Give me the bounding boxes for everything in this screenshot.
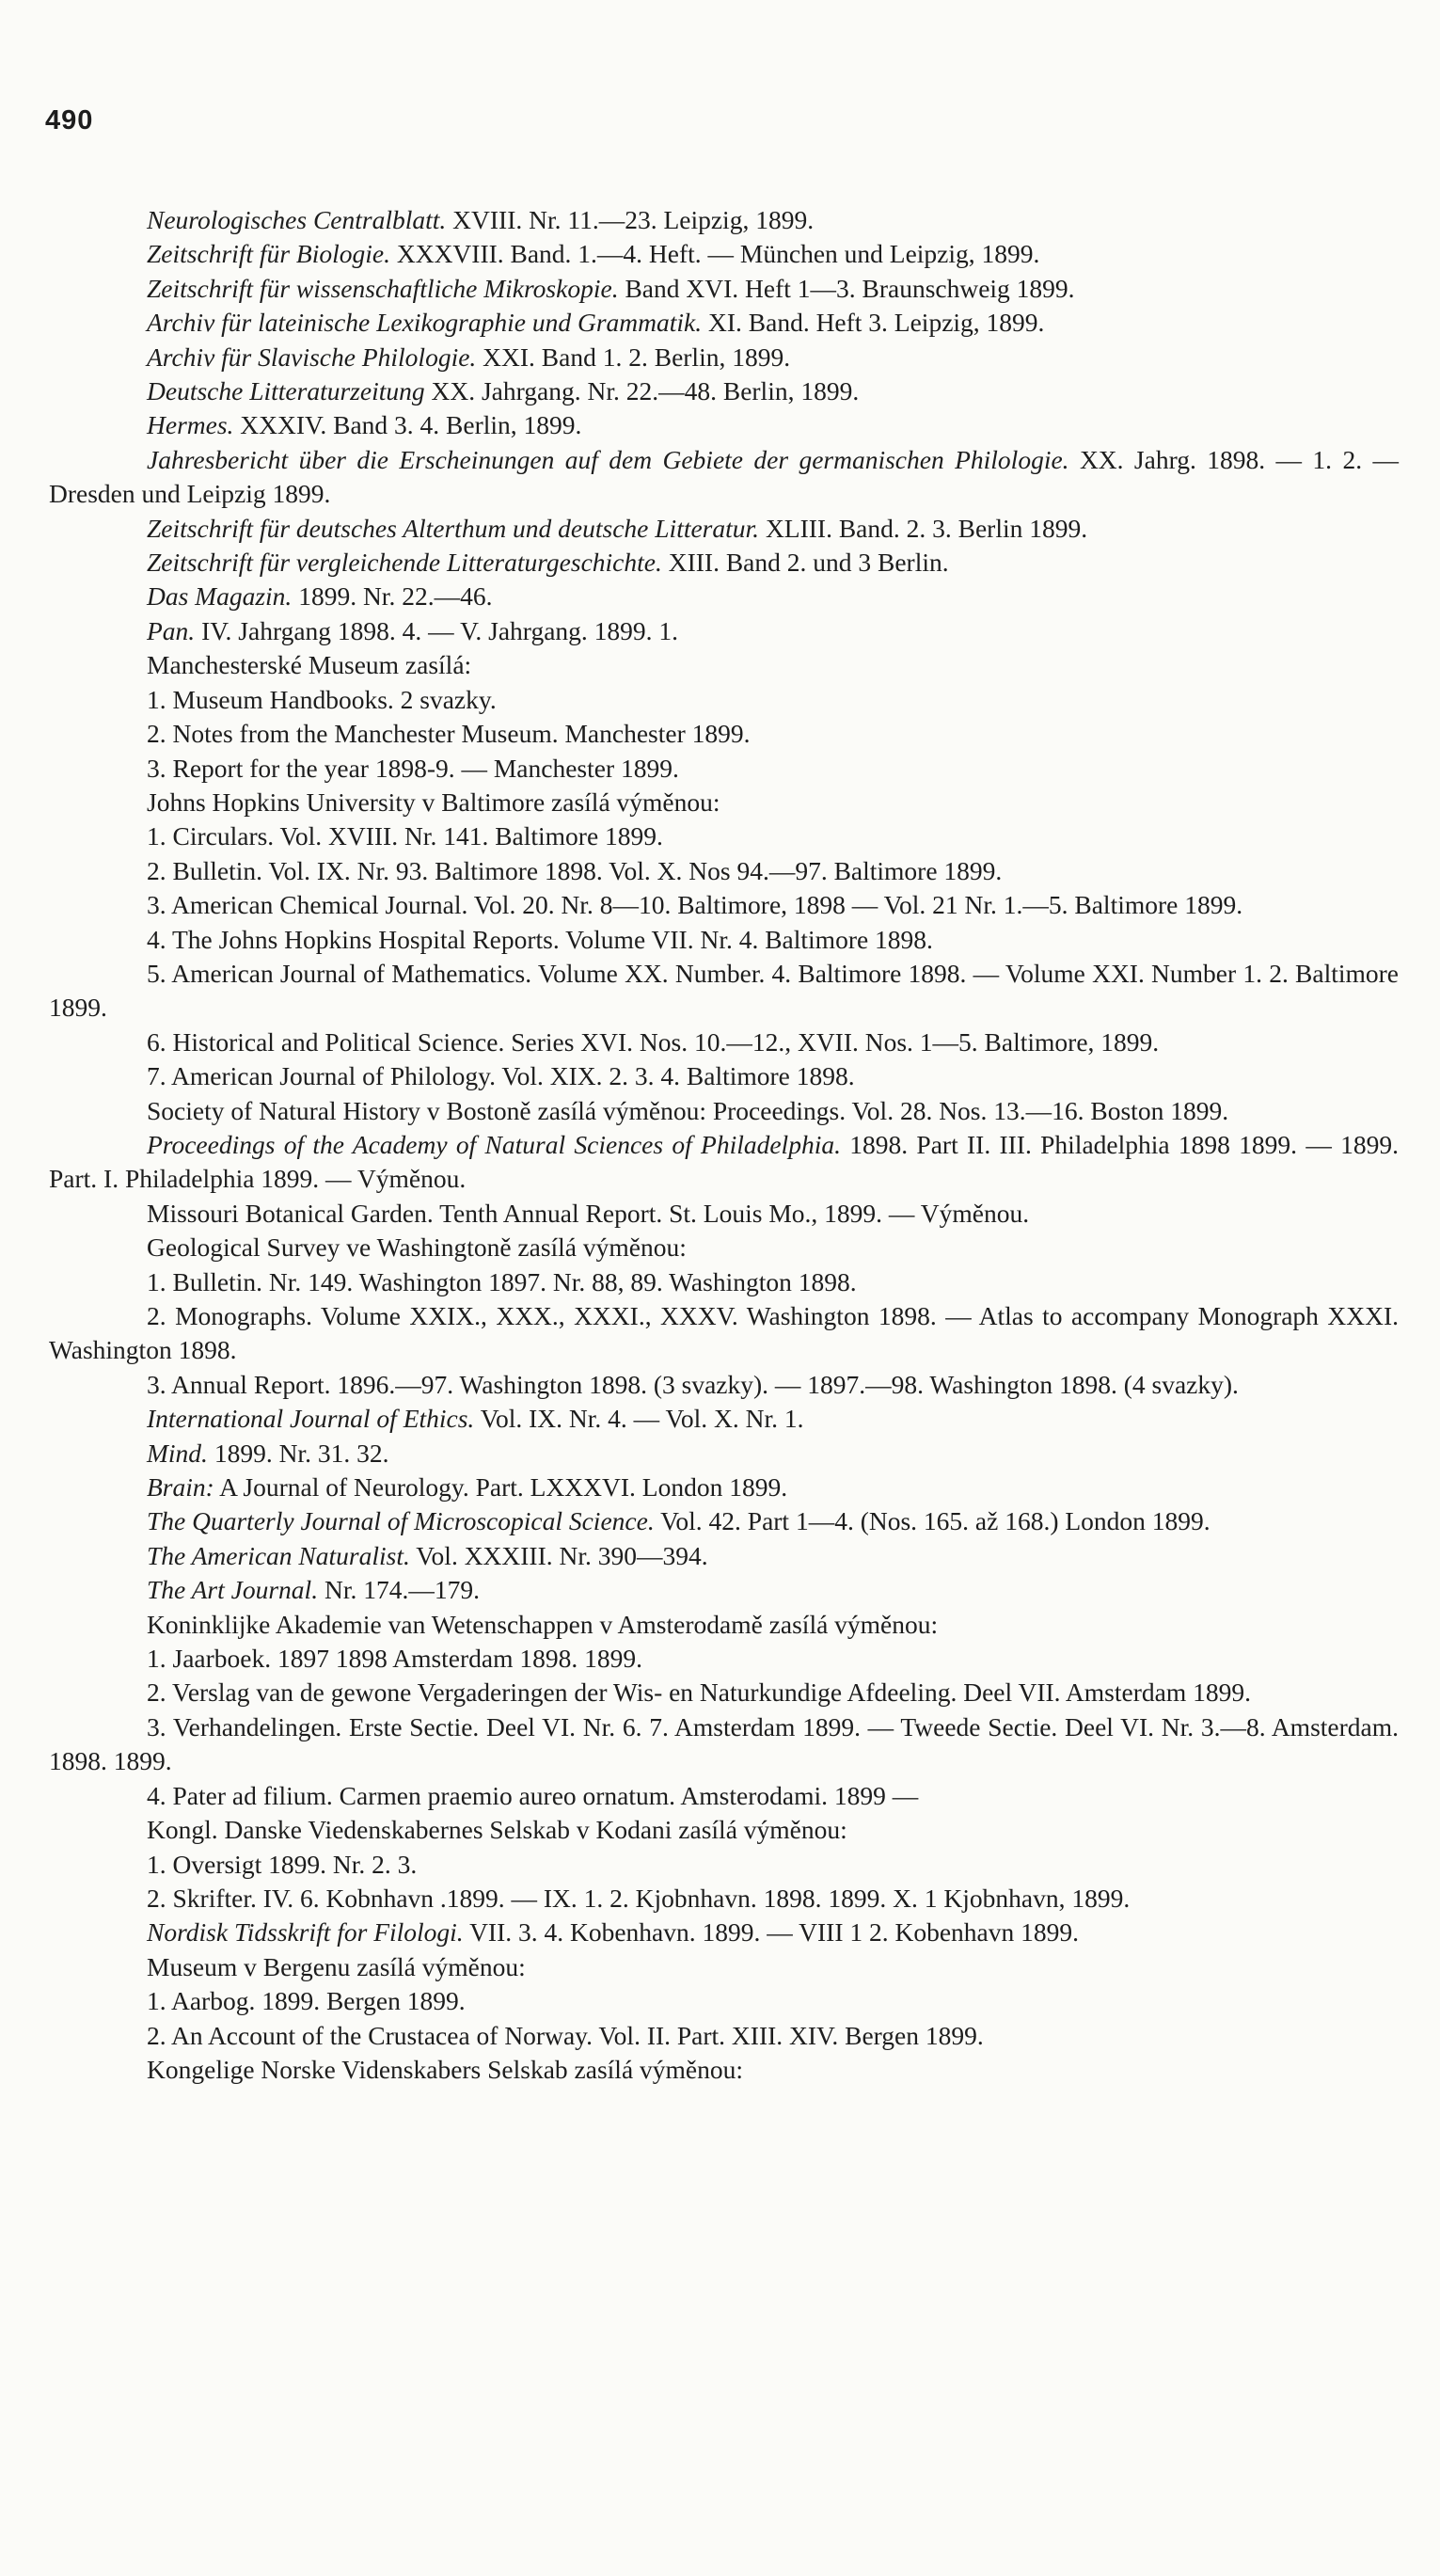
entry-title: Zeitschrift für wissenschaftliche Mikroskopie. [147, 273, 619, 303]
entry [49, 786, 1399, 819]
entry-details: XX. Jahrgang. Nr. 22.—48. Berlin, 1899. [424, 376, 860, 406]
entry [49, 1368, 1399, 1402]
entry-details: XXXVIII. Band. 1.—4. Heft. — München und Leipzig, 1899. [389, 239, 1040, 269]
entry-details: 2. Monographs. Volume XXIX., XXX., XXXI., XXXV. Washington 1898. — Atlas to accompany Monograph XXXI. Washington 1898. [49, 1301, 1399, 1365]
entry [49, 614, 1399, 648]
entry [49, 1848, 1399, 1882]
entry [49, 1128, 1399, 1197]
entry [49, 854, 1399, 888]
entry [49, 512, 1399, 546]
entry-title: Neurologisches Centralblatt. [147, 205, 447, 234]
entry-details: Museum v Bergenu zasílá výměnou: [147, 1951, 526, 1981]
entry [49, 1402, 1399, 1436]
entry-details: XX. Jahrg. 1898. — 1. 2. — Dresden und Leipzig 1899. [49, 444, 1399, 509]
entry-details: 1. Bulletin. Nr. 149. Washington 1897. Nr. 88, 89. Washington 1898. [147, 1266, 857, 1296]
entry-details: A Journal of Neurology. Part. LXXXVI. London 1899. [214, 1472, 788, 1503]
entry-title: Brain: [147, 1472, 214, 1503]
entry [49, 1813, 1399, 1847]
entry [49, 819, 1399, 853]
entry [49, 1882, 1399, 1916]
entry-details: Vol. XXXIII. Nr. 390—394. [409, 1540, 708, 1570]
bibliography-list [49, 203, 1399, 2087]
entry [49, 341, 1399, 374]
entry [49, 1471, 1399, 1504]
entry-details: VII. 3. 4. Kobenhavn. 1899. — VIII 1 2. Kobenhavn 1899. [463, 1917, 1079, 1948]
entry-title: Hermes. [147, 410, 234, 440]
entry [49, 1299, 1399, 1368]
entry [49, 203, 1399, 237]
entry-details: 7. American Journal of Philology. Vol. XIX. 2. 3. 4. Baltimore 1898. [147, 1061, 855, 1091]
entry-title: Pan. [147, 615, 196, 645]
entry [49, 408, 1399, 442]
entry [49, 1504, 1399, 1538]
entry-title: The American Naturalist. [147, 1540, 410, 1570]
entry-details: Band XVI. Heft 1—3. Braunschweig 1899. [618, 273, 1075, 303]
entry [49, 648, 1399, 682]
entry [49, 272, 1399, 306]
entry-title: Zeitschrift für Biologie. [147, 239, 390, 269]
entry-details: XVIII. Nr. 11.—23. Leipzig, 1899. [446, 205, 815, 234]
entry [49, 1231, 1399, 1264]
entry-details: 1. Circulars. Vol. XVIII. Nr. 141. Baltimore 1899. [147, 821, 663, 851]
entry [49, 717, 1399, 751]
entry-details: Kongl. Danske Viedenskabernes Selskab v Kodani zasílá výměnou: [147, 1815, 847, 1845]
entry [49, 1984, 1399, 2018]
page-number: 490 [45, 105, 94, 135]
entry-title: Archiv für Slavische Philologie. [147, 342, 477, 372]
entry-details: XLIII. Band. 2. 3. Berlin 1899. [759, 513, 1088, 543]
entry [49, 2019, 1399, 2053]
entry-title: International Journal of Ethics. [147, 1404, 475, 1434]
entry [49, 1026, 1399, 1059]
entry [49, 1539, 1399, 1573]
entry-details: XIII. Band 2. und 3 Berlin. [661, 548, 949, 578]
entry-details: 3. American Chemical Journal. Vol. 20. Nr. 8—10. Baltimore, 1898 — Vol. 21 Nr. 1.—5. Baltimore 1899. [147, 890, 1243, 920]
entry [49, 923, 1399, 957]
entry [49, 1059, 1399, 1093]
entry-details: 3. Report for the year 1898-9. — Manchester 1899. [147, 753, 679, 783]
entry-details: 3. Verhandelingen. Erste Sectie. Deel VI. Nr. 6. 7. Amsterdam 1899. — Tweede Sectie. Deel VI. Nr. 3.—8. Amsterdam. 1898. 1899. [49, 1711, 1399, 1776]
entry-details: XI. Band. Heft 3. Leipzig, 1899. [702, 308, 1045, 338]
entry [49, 546, 1399, 580]
entry-details: Koninklijke Akademie van Wetenschappen v Amsterodamě zasílá výměnou: [147, 1609, 939, 1639]
entry-title: The Art Journal. [147, 1575, 319, 1605]
entry-details: 6. Historical and Political Science. Series XVI. Nos. 10.—12., XVII. Nos. 1—5. Baltimore, 1899. [147, 1026, 1160, 1057]
entry-details: Kongelige Norske Videnskabers Selskab zasílá výměnou: [147, 2054, 744, 2084]
entry [49, 1676, 1399, 1709]
entry-details: 2. An Account of the Crustacea of Norway. Vol. II. Part. XIII. XIV. Bergen 1899. [147, 2020, 984, 2050]
entry-details: 1. Aarbog. 1899. Bergen 1899. [147, 1986, 466, 2016]
entry-details: XXI. Band 1. 2. Berlin, 1899. [476, 342, 791, 372]
entry [49, 1437, 1399, 1471]
entry [49, 237, 1399, 271]
entry-details: 2. Notes from the Manchester Museum. Manchester 1899. [147, 719, 751, 749]
entry-details: 1. Jaarboek. 1897 1898 Amsterdam 1898. 1899. [147, 1644, 643, 1674]
entry [49, 2053, 1399, 2087]
entry [49, 888, 1399, 922]
entry-title: Das Magazin. [147, 581, 293, 612]
entry [49, 306, 1399, 340]
entry-title: The Quarterly Journal of Microscopical Science. [147, 1506, 655, 1536]
entry-details: 4. The Johns Hopkins Hospital Reports. Volume VII. Nr. 4. Baltimore 1898. [147, 924, 933, 954]
entry-title: Archiv für lateinische Lexikographie und Grammatik. [147, 308, 703, 338]
entry-details: 5. American Journal of Mathematics. Volume XX. Number. 4. Baltimore 1898. — Volume XXI. Number 1. 2. Baltimore 1899. [49, 958, 1399, 1023]
entry-details: Vol. IX. Nr. 4. — Vol. X. Nr. 1. [474, 1404, 804, 1434]
entry [49, 752, 1399, 786]
entry-title: Proceedings of the Academy of Natural Sciences of Philadelphia. [147, 1129, 841, 1159]
entry [49, 1608, 1399, 1642]
entry [49, 1573, 1399, 1607]
entry [49, 1197, 1399, 1231]
entry [49, 1710, 1399, 1779]
entry [49, 580, 1399, 613]
entry [49, 374, 1399, 408]
entry-title: Jahresbericht über die Erscheinungen auf dem Gebiete der germanischen Philologie. [147, 444, 1069, 474]
entry-title: Mind. [147, 1438, 208, 1468]
entry-details: Vol. 42. Part 1—4. (Nos. 165. až 168.) London 1899. [654, 1506, 1211, 1536]
entry-title: Deutsche Litteraturzeitung [147, 376, 425, 406]
entry [49, 683, 1399, 717]
entry-details: 4. Pater ad filium. Carmen praemio aureo ornatum. Amsterodami. 1899 — [147, 1780, 919, 1810]
entry-details: XXXIV. Band 3. 4. Berlin, 1899. [233, 410, 582, 440]
entry-details: 2. Skrifter. IV. 6. Kobnhavn .1899. — IX. 1. 2. Kjobnhavn. 1898. 1899. X. 1 Kjobnhavn, 1899. [147, 1883, 1131, 1913]
entry-title: Zeitschrift für vergleichende Litteraturgeschichte. [147, 548, 662, 578]
entry [49, 1779, 1399, 1813]
entry-details: 1899. Nr. 22.—46. [292, 581, 493, 612]
entry-details: Nr. 174.—179. [318, 1575, 480, 1605]
entry-details: 3. Annual Report. 1896.—97. Washington 1898. (3 svazky). — 1897.—98. Washington 1898. (4 svazky). [147, 1369, 1239, 1399]
entry [49, 1950, 1399, 1984]
entry [49, 1642, 1399, 1676]
entry-details: 1. Museum Handbooks. 2 svazky. [147, 684, 497, 714]
entry [49, 957, 1399, 1026]
entry-details: Geological Survey ve Washingtoně zasílá výměnou: [147, 1232, 687, 1263]
entry [49, 1094, 1399, 1128]
entry-details: Johns Hopkins University v Baltimore zasílá výměnou: [147, 787, 720, 817]
entry-details: 2. Bulletin. Vol. IX. Nr. 93. Baltimore 1898. Vol. X. Nos 94.—97. Baltimore 1899. [147, 855, 1003, 885]
entry-details: Missouri Botanical Garden. Tenth Annual Report. St. Louis Mo., 1899. — Výměnou. [147, 1198, 1030, 1228]
entry [49, 1916, 1399, 1949]
entry-details: Manchesterské Museum zasílá: [147, 650, 472, 680]
entry-details: 1898. Part II. III. Philadelphia 1898 1899. — 1899. Part. I. Philadelphia 1899. — Výměnou. [49, 1129, 1399, 1194]
entry [49, 1265, 1399, 1299]
entry-details: 1899. Nr. 31. 32. [207, 1438, 389, 1468]
entry [49, 443, 1399, 512]
entry-title: Nordisk Tidsskrift for Filologi. [147, 1917, 464, 1948]
entry-details: 1. Oversigt 1899. Nr. 2. 3. [147, 1849, 418, 1879]
entry-details: IV. Jahrgang 1898. 4. — V. Jahrgang. 1899. 1. [195, 615, 679, 645]
entry-title: Zeitschrift für deutsches Alterthum und deutsche Litteratur. [147, 513, 760, 543]
entry-details: Society of Natural History v Bostoně zasílá výměnou: Proceedings. Vol. 28. Nos. 13.—16. Boston 1899. [147, 1095, 1229, 1125]
entry-details: 2. Verslag van de gewone Vergaderingen der Wis- en Naturkundige Afdeeling. Deel VII. Amsterdam 1899. [147, 1678, 1251, 1708]
